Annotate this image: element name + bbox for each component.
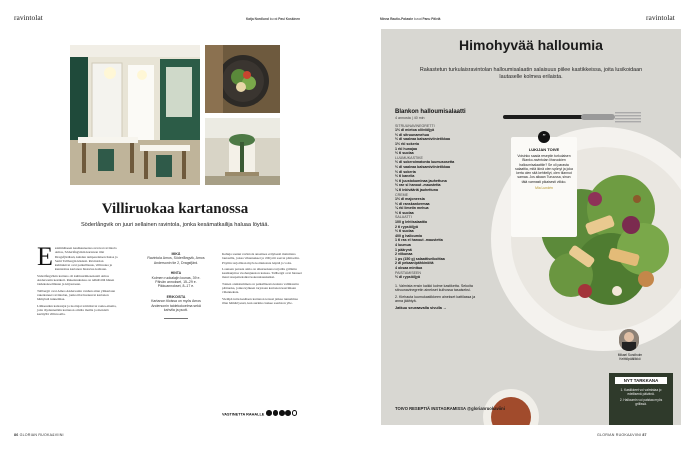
chef-name: Mikael Sundholm	[617, 353, 643, 357]
info-text-special: Kartanon tiloissa on myös Amos Andersonin taidekokoelma sekä kahvila ja puoti.	[151, 299, 201, 313]
continue-note	[395, 306, 485, 310]
body-paragraph: Vieläpä tuttu kesäisen kartanon terassi jatkaa tunnelmaa illan hämärtyessä, kun aurinko laskee saariston ylle.	[222, 296, 298, 305]
recipe-ingredients	[395, 109, 485, 310]
arrow-right-icon: →	[442, 306, 447, 311]
body-paragraph: Kehuja saanut ravintola ansaitsee erityisesti mainintaa lautasilla, joissa vihannekset ja villiyrtit saavat pääroolin. Pöytiin tarjoillaan myös kotitekoista leipää ja voita.	[222, 252, 300, 265]
body-paragraph: ssimmäiseen kesäkauteensa avaavat ravintola Amos, Söderlångvikin kartanon tilat Dragsfjärdissä, kahden tamperelaisen Kaisa ja Sami Tallbergin käsissä. Ravintolan kulmakivet ovat paikallisuus, villiruoka ja kunnioitus kartanon historiaa kohtaan.	[54, 246, 118, 272]
left-footer-magazine: GLORIAN RUOKA&VIINI	[19, 433, 64, 437]
right-section-label: ravintolat	[646, 13, 675, 22]
right-footer-magazine: GLORIAN RUOKA&VIINI	[597, 433, 642, 437]
ingredient-item: 1½ dl mietoa oliiviöljyä	[395, 128, 435, 133]
ingredient-item: 1 tl ras el hanout -maustetta	[395, 238, 443, 243]
ingredient-item: 100 g lehtisalaattia	[395, 220, 427, 225]
rating-dot-filled	[285, 410, 291, 416]
ingredient-group-heading: SITRUUNAVINEGRETTI	[395, 123, 435, 128]
chef-title: Keittiöpäällikkö	[619, 357, 641, 361]
left-credits	[246, 17, 300, 21]
info-text-price: Kolmen ruokalajin lounas, 39 e. Päivän annokset, 15–29 e. Pikkuannokset, 8–17 e.	[151, 275, 201, 289]
ingredient-item: 400 g halloumia	[395, 233, 422, 238]
body-paragraph: Toinen onnistuminen on paikallisesta kalasta valmistettu pääruoka, jonka kylkeen tarjotaan kartanon kasvimaan vihanneksia.	[222, 281, 299, 295]
left-body-column-3	[222, 252, 302, 305]
ingredient-item: ½ tl kanelia	[395, 174, 415, 179]
recipe-title: Blankon halloumisalaatti	[395, 109, 466, 115]
info-divider	[164, 318, 188, 319]
left-body-column-1	[37, 242, 119, 317]
quote-icon: ”	[538, 131, 550, 143]
ingredient-item: ½ dl sokeria	[395, 169, 416, 174]
continue-text: Jatkuu seuraavalla sivulla	[395, 306, 442, 311]
ingredient-item: ½ dl vaaleaa balsamiviinietikkaa	[395, 137, 450, 142]
info-heading-special: ERIKOISTA	[166, 294, 186, 299]
left-credit-writer: Katja Nordlund	[246, 17, 269, 21]
left-credit-photographer: Pasi Koskinen	[278, 17, 301, 21]
info-heading-what: MIKÄ	[171, 252, 181, 256]
left-article-title: Villiruokaa kartanossa	[101, 201, 249, 217]
left-credit-label: kuvat	[269, 17, 278, 21]
ingredient-group-heading: LUUMUKASTIKE	[395, 155, 423, 160]
reader-wish-signature: Mia Lundén	[535, 186, 553, 191]
recipe-serves: 4 annosta | 40 min	[395, 115, 425, 120]
rating-dot-filled	[266, 410, 272, 416]
right-credits	[380, 17, 440, 21]
rating-dots	[265, 413, 297, 417]
chef-portrait	[619, 329, 639, 351]
rating-dot-empty	[292, 410, 298, 416]
ingredient-item: 4 oksaa minttua	[395, 266, 423, 270]
reader-wish-text: Voisinko saada reseptin turkulaisen Blanko-ravintolan liharuokien halloumisalaattiin? Se oli parasta salaattia, mitä ikinä olen syönyt ja joka kerta olen sitä kehitellyt, olen tilannut samaa. Jos aikaan Turuussa, sinun tätä varmasti pikaisesti viikko.	[515, 154, 573, 184]
left-footer	[14, 433, 64, 437]
ingredient-item: ¼ tl inkivääriä jauhettuna	[395, 187, 438, 192]
ingredient-item: ½ tl suolaa	[395, 210, 414, 215]
ingredient-item: 1½ rkl sokeria	[395, 141, 419, 146]
ingredient-item: 1 päärynä	[395, 247, 412, 252]
reader-wish-title: LUKIJAN TOIVE	[528, 147, 560, 152]
body-paragraph: Tallbergit ovat Amos Andersonin vanhan aitan yläkertaan rakentaneet ravintolan, jonka tilat huokuvat kartanon hämyistä tunnelmaa.	[37, 288, 116, 302]
restaurant-interior-image	[70, 45, 200, 185]
ingredient-item: ¼ rkl limetin mehua	[395, 206, 429, 211]
ingredient-item: ½ tl juustokuminaa jauhettuna	[395, 178, 447, 183]
chef-avatar	[619, 329, 639, 351]
recipe-step-2: 2. Kiehauta luumukastikkeen ainekset kattilassa ja anna jäähtyä.	[395, 294, 476, 303]
ingredient-item: ½ dl ranskankermaa	[395, 201, 430, 206]
ingredient-group-heading: PAISTAMISEEN	[395, 270, 422, 275]
ingredient-list	[395, 124, 485, 280]
right-page-number: 87	[642, 433, 647, 437]
ingredient-item: 2 dl pekaanipähkinöitä	[395, 261, 434, 266]
ingredient-item: ½ rae sl hanout -maustetta	[395, 183, 441, 188]
left-section-label: ravintolat	[14, 13, 43, 22]
value-rating-label: VASTINETTA RAHALLE	[222, 412, 265, 417]
ingredient-item: 1 rkl hunajaa	[395, 146, 417, 151]
ingredient-group-heading: CREME	[395, 192, 408, 197]
ingredient-item: ½ dl rypsiöljyä	[395, 275, 420, 280]
value-rating	[222, 410, 297, 417]
right-article-title: Himohyvää halloumia	[459, 37, 603, 53]
left-page-number: 86	[14, 433, 19, 437]
left-article-lead: Söderlångvik on juuri sellainen ravintola, jonka kesämatkailija haluaa löytää.	[80, 222, 270, 228]
right-article-lead: Rakastetun turkulaisravintolan halloumisalaatin salaisuus piilee kastikkeissa, joita lusikoidaan lautaselle kolmea erilaista.	[419, 67, 643, 80]
ingredient-item: ½ dl sokeroimatonta luumusosetta	[395, 160, 455, 165]
chef-caption	[607, 353, 653, 361]
ingredient-group-heading: SALAATTI	[395, 215, 412, 220]
ingredient-item: 4 luumua	[395, 243, 411, 248]
restaurant-interior-photo	[70, 45, 200, 185]
tip-text-1: 1. Kastikkeet voi valmistaa jo edellisenä päivänä.	[620, 388, 662, 396]
manor-detail-image	[205, 118, 280, 185]
dish-image	[205, 45, 280, 113]
right-credit-photographer: Panu Pälviä	[422, 17, 441, 21]
tip-text-2: 2. Halloumin voi paistaa myös grillissä.	[619, 398, 663, 406]
info-box	[146, 252, 206, 319]
right-footer	[597, 433, 647, 437]
body-paragraph: Söderlångvikin kartano oli kulttuurimesenaatti Amos Andersonin kesäkoti. Rakennuksissa on nähtävillä hänen taidekokoelmiaan ja kirjastoaan.	[37, 273, 115, 287]
ingredient-item: 1 ps (150 g) salaattiseikoittaa	[395, 256, 445, 261]
ingredient-item: 1½ dl majoneesia	[395, 197, 425, 202]
info-text-what: Ravintola Amos, Söderlångvik, Amos Andersonin tie 2, Dragsfjärd.	[147, 256, 205, 265]
tip-title: NYT TARKKANA	[615, 377, 667, 384]
body-paragraph: Lähiseudun kalastajat ja tuottajat toimittavat raaka-aineita, joita täydennetään kartanon omilta mailta ja metsistä kerätyllä villiruoalla.	[37, 303, 117, 317]
ingredient-item: ½ tl suolaa	[395, 151, 414, 156]
rating-dot-filled	[279, 410, 285, 416]
ingredient-item: 2 tl rypsiöljyä	[395, 224, 418, 229]
manor-detail-photo	[205, 118, 280, 185]
right-credit-writer: Minna Rautio-Pakaste	[380, 17, 414, 21]
right-credit-label: kuvat	[414, 17, 422, 21]
recipe-step-1: 1. Valmista ensin kaikki kolme kastiketta. Sekoita sitruunavinegretin ainekset kulhossa tasaiseksi.	[395, 283, 473, 293]
recipe-panel	[381, 29, 681, 425]
tip-box	[609, 373, 673, 425]
ingredient-item: ½ dl sitruunamehua	[395, 132, 429, 137]
rating-dot-filled	[273, 410, 279, 416]
dish-photo	[205, 45, 280, 113]
drop-cap: E	[37, 242, 53, 271]
ingredient-item: ½ dl vaaleaa balsamiviinietikkaa	[395, 164, 450, 169]
instagram-callout: TOIVO RESEPTIÄ INSTAGRAMISSA @glorianruokaviini	[395, 406, 505, 411]
reader-wish-box	[511, 133, 577, 237]
body-paragraph: Lounaan parasta antia on alkuruokana tarjoiltu grillattu kesäkurpitsa vuohenjuuston kanssa. Tallbergit ovat hioneet maut tasapainoisiksi kokonaisuuksiksi.	[222, 266, 302, 280]
ingredient-item: ½ tl suolaa	[395, 229, 414, 234]
ingredient-item: 2 viikunaa	[395, 252, 413, 257]
info-heading-price: HINTA	[170, 271, 182, 276]
